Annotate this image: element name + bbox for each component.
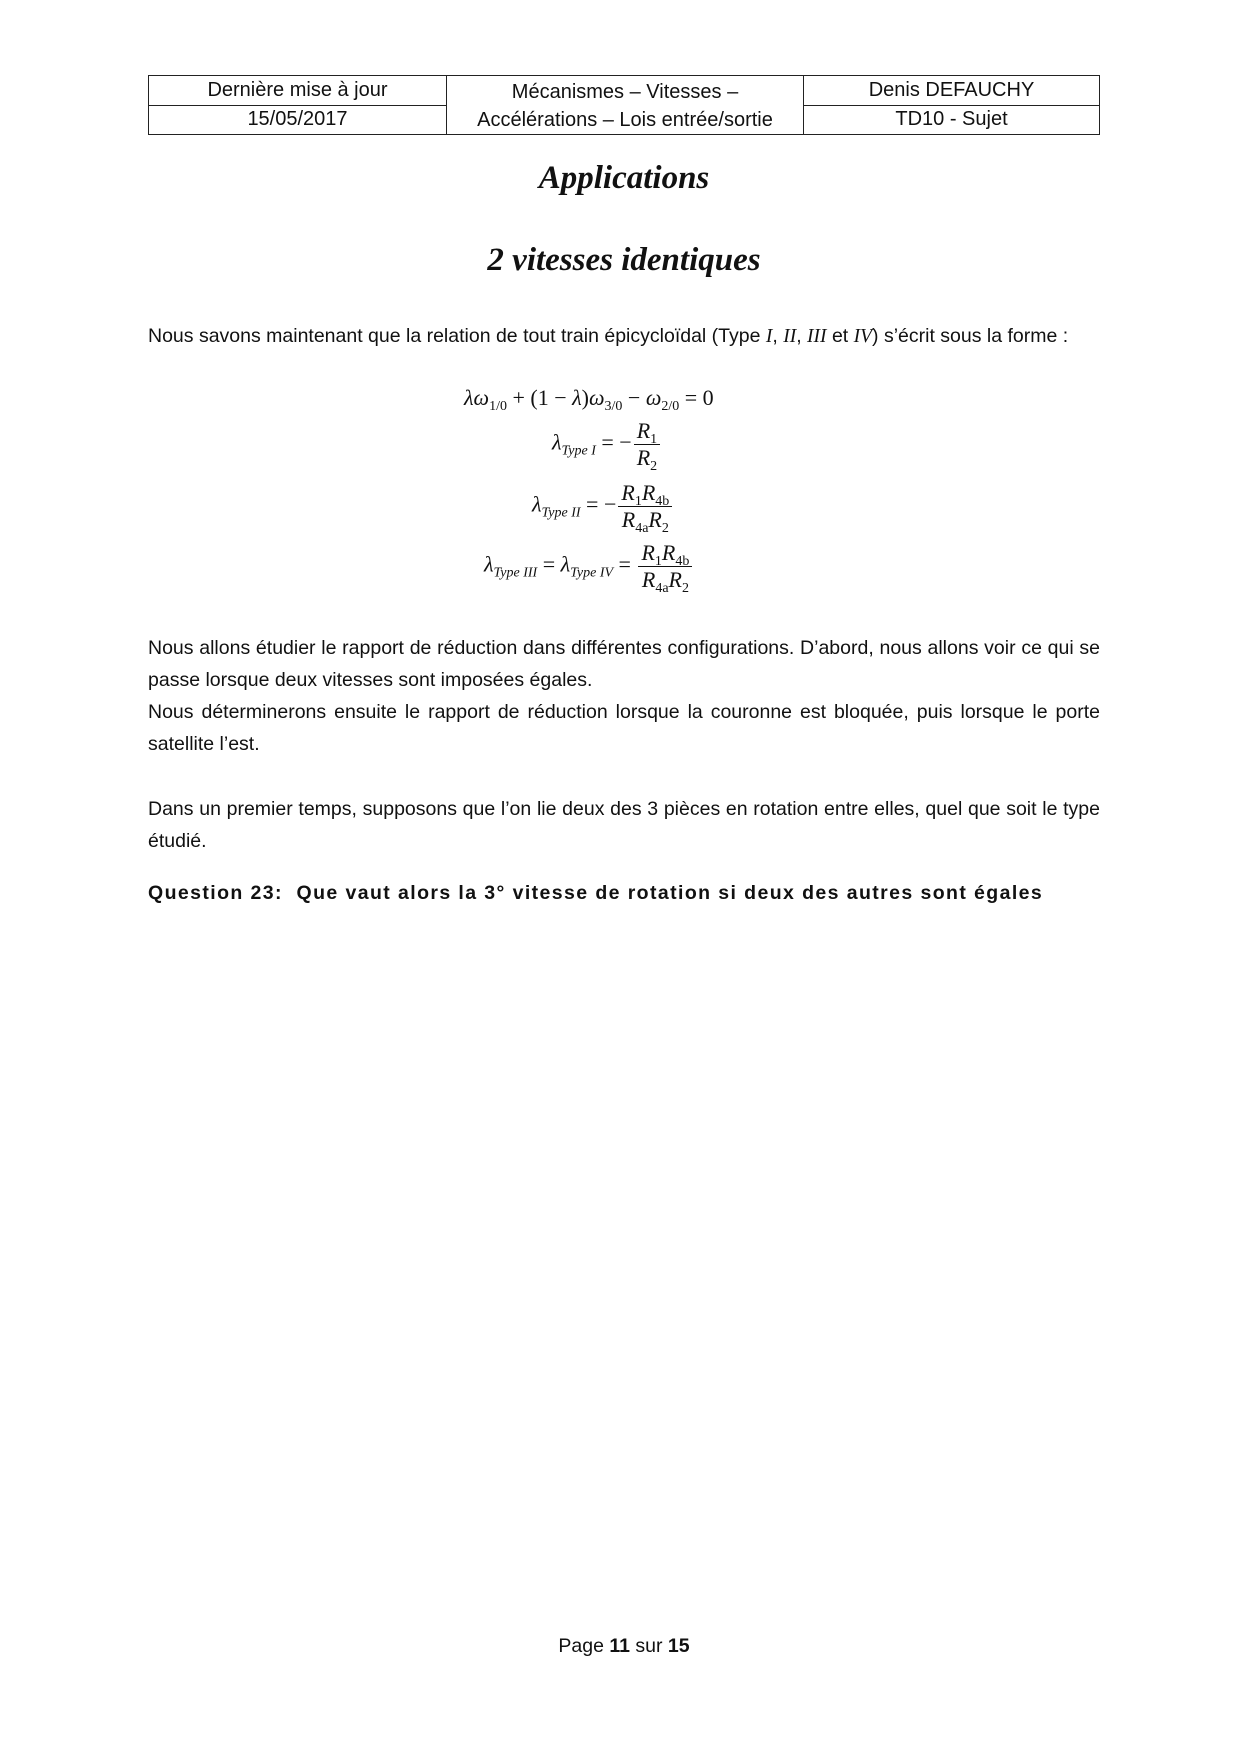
subject-line1: Mécanismes – Vitesses – <box>511 81 739 103</box>
author: Denis DEFAUCHY <box>804 76 1100 106</box>
fraction-type-i: $\frac{R_1}{R_2}$ <box>634 418 660 471</box>
header-table <box>148 75 1100 135</box>
page-total: 15 <box>667 1635 690 1657</box>
section-title: 2 vitesses identiques <box>487 242 761 278</box>
paragraph-hypothesis: Dans un premier temps, supposons que l’on lie deux des 3 pièces en rotation entre elles, quel que soit le type étudié. <box>148 798 1100 852</box>
fraction-type-iii-iv: $\frac{R_1R_{4b}}{R_{4a}R_2}$ <box>638 540 692 593</box>
page-footer: Page 11 sur 15 <box>558 1635 690 1657</box>
paragraph-configurations: Nous allons étudier le rapport de réduction dans différentes configurations. D’abord, nous allons voir ce qui se passe lorsque deux vitesses sont imposées égales. <box>148 637 1100 691</box>
question-label: Question 23: <box>148 882 283 904</box>
equation-type-iii-iv: $\lambda_{Type III} = \lambda_{Type IV}$ = $\frac{R_1R_{4b}}{R_{4a}R_2}$ <box>484 540 694 593</box>
question-text: Que vaut alors la 3° vitesse de rotation si deux des autres sont égales <box>296 882 1044 904</box>
fraction-type-ii: $\frac{R_1R_{4b}}{R_{4a}R_2}$ <box>618 480 672 533</box>
update-label: Dernière mise à jour <box>149 76 447 106</box>
type-iii: III <box>807 326 827 347</box>
page-number: 11 <box>609 1635 630 1657</box>
equation-type-ii: $\lambda_{Type II}$ = − $\frac{R_1R_{4b}}{R_{4a}R_2}$ <box>532 480 674 533</box>
type-ii: II <box>783 326 797 347</box>
main-title: Applications <box>538 160 710 196</box>
subject-cell <box>447 76 804 135</box>
type-iv: IV <box>853 326 873 347</box>
type-i: I <box>765 326 773 347</box>
question-23 <box>148 882 1108 905</box>
equation-type-i: $\lambda_{Type I}$ = − $\frac{R_1}{R_2}$ <box>552 418 662 471</box>
subject-line2: Accélérations – Lois entrée/sortie <box>477 109 773 131</box>
paragraph-reduction: Nous déterminerons ensuite le rapport de réduction lorsque la couronne est bloquée, puis lorsque le porte satellite l’est. <box>148 701 1100 755</box>
update-date: 15/05/2017 <box>149 105 447 135</box>
intro-paragraph: Nous savons maintenant que la relation de tout train épicycloïdal (Type I, II, III et IV) s’écrit sous la forme : <box>148 325 1069 347</box>
doc-id: TD10 - Sujet <box>804 105 1100 135</box>
equation-relation: $\lambda\omega_{1/0} + (1 - \lambda)\omega_{3/0} - \omega_{2/0} = 0$ <box>464 385 714 414</box>
